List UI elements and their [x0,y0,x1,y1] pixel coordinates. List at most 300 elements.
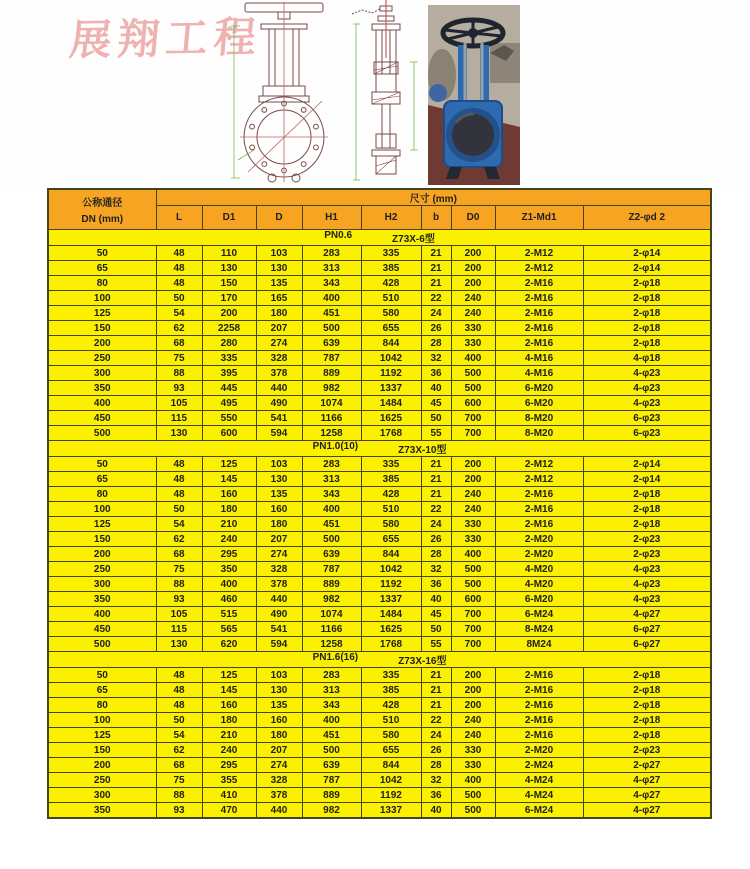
value-cell: 1192 [361,577,421,592]
value-cell: 4-φ27 [583,773,711,788]
value-cell: 2-M16 [495,683,583,698]
dn-cell: 300 [48,577,156,592]
value-cell: 600 [451,396,495,411]
value-cell: 2-φ18 [583,517,711,532]
value-cell: 500 [451,788,495,803]
value-cell: 1042 [361,562,421,577]
table-row [48,411,711,426]
value-cell: 495 [202,396,256,411]
value-cell: 655 [361,321,421,336]
value-cell: 240 [451,291,495,306]
value-cell: 6-M20 [495,396,583,411]
value-cell: 6-φ23 [583,411,711,426]
value-cell: 4-φ23 [583,562,711,577]
value-cell: 1768 [361,637,421,652]
dn-cell: 80 [48,698,156,713]
value-cell: 440 [256,803,302,819]
value-cell: 135 [256,487,302,502]
table-row [48,276,711,291]
value-cell: 2-M16 [495,306,583,321]
column-header-L: L [156,206,202,230]
section-pn-label: PN1.0(10) [312,441,359,452]
value-cell: 207 [256,743,302,758]
value-cell: 2-φ23 [583,532,711,547]
value-cell: 400 [451,773,495,788]
value-cell: 160 [202,698,256,713]
dn-cell: 250 [48,351,156,366]
section-model-label: Z73X-10型 [398,445,447,456]
size-header: 尺寸 (mm) [156,189,711,206]
value-cell: 21 [421,683,451,698]
value-cell: 2-φ18 [583,306,711,321]
column-header-H2: H2 [361,206,421,230]
value-cell: 639 [302,336,361,351]
value-cell: 180 [202,502,256,517]
value-cell: 21 [421,246,451,261]
value-cell: 125 [202,457,256,472]
value-cell: 45 [421,396,451,411]
value-cell: 1337 [361,381,421,396]
dn-cell: 150 [48,743,156,758]
table-row [48,457,711,472]
value-cell: 50 [156,502,202,517]
value-cell: 88 [156,577,202,592]
value-cell: 21 [421,457,451,472]
table-row [48,637,711,652]
value-cell: 50 [421,411,451,426]
value-cell: 400 [302,502,361,517]
dn-cell: 350 [48,803,156,819]
dn-cell: 200 [48,758,156,773]
value-cell: 4-φ23 [583,366,711,381]
value-cell: 428 [361,698,421,713]
value-cell: 54 [156,728,202,743]
value-cell: 160 [202,487,256,502]
value-cell: 8-M20 [495,411,583,426]
value-cell: 4-φ23 [583,381,711,396]
value-cell: 200 [451,472,495,487]
valve-dimension-table [47,188,712,819]
value-cell: 1192 [361,366,421,381]
table-row [48,788,711,803]
table-row [48,607,711,622]
value-cell: 1074 [302,396,361,411]
value-cell: 240 [451,306,495,321]
dn-cell: 400 [48,607,156,622]
value-cell: 6-M20 [495,381,583,396]
value-cell: 180 [256,728,302,743]
value-cell: 2-φ18 [583,728,711,743]
table-row [48,351,711,366]
dn-cell: 350 [48,381,156,396]
value-cell: 130 [202,261,256,276]
value-cell: 200 [451,683,495,698]
value-cell: 515 [202,607,256,622]
dn-cell: 80 [48,487,156,502]
value-cell: 135 [256,276,302,291]
table-row [48,381,711,396]
column-header-D0: D0 [451,206,495,230]
column-header-Z2-d-2: Z2-φd 2 [583,206,711,230]
value-cell: 889 [302,577,361,592]
value-cell: 844 [361,336,421,351]
dn-cell: 350 [48,592,156,607]
value-cell: 2-M12 [495,457,583,472]
table-row [48,668,711,683]
dn-cell: 300 [48,366,156,381]
value-cell: 400 [302,713,361,728]
value-cell: 32 [421,562,451,577]
value-cell: 125 [202,668,256,683]
dn-cell: 250 [48,773,156,788]
table-row [48,803,711,819]
value-cell: 328 [256,773,302,788]
value-cell: 600 [202,426,256,441]
table-row [48,577,711,592]
value-cell: 207 [256,532,302,547]
value-cell: 378 [256,788,302,803]
value-cell: 283 [302,668,361,683]
value-cell: 330 [451,336,495,351]
value-cell: 24 [421,517,451,532]
table-row [48,532,711,547]
value-cell: 145 [202,683,256,698]
value-cell: 26 [421,743,451,758]
value-cell: 385 [361,683,421,698]
value-cell: 460 [202,592,256,607]
value-cell: 283 [302,246,361,261]
value-cell: 4-M24 [495,773,583,788]
value-cell: 36 [421,577,451,592]
value-cell: 130 [256,472,302,487]
value-cell: 395 [202,366,256,381]
value-cell: 2-φ18 [583,276,711,291]
table-row [48,336,711,351]
dn-cell: 250 [48,562,156,577]
value-cell: 2-φ18 [583,683,711,698]
value-cell: 400 [451,351,495,366]
value-cell: 200 [202,306,256,321]
value-cell: 330 [451,743,495,758]
value-cell: 620 [202,637,256,652]
value-cell: 787 [302,351,361,366]
value-cell: 1337 [361,592,421,607]
value-cell: 200 [451,668,495,683]
value-cell: 1166 [302,411,361,426]
value-cell: 55 [421,426,451,441]
value-cell: 2-M20 [495,547,583,562]
value-cell: 490 [256,396,302,411]
value-cell: 45 [421,607,451,622]
value-cell: 2-M16 [495,713,583,728]
value-cell: 130 [156,426,202,441]
dn-cell: 450 [48,622,156,637]
value-cell: 2-φ27 [583,758,711,773]
value-cell: 2-M16 [495,487,583,502]
table-row [48,426,711,441]
dn-cell: 65 [48,261,156,276]
value-cell: 2-M16 [495,276,583,291]
value-cell: 200 [451,457,495,472]
value-cell: 103 [256,246,302,261]
value-cell: 510 [361,502,421,517]
table-row [48,517,711,532]
table-row [48,246,711,261]
value-cell: 1258 [302,637,361,652]
dn-cell: 125 [48,517,156,532]
value-cell: 130 [256,683,302,698]
value-cell: 68 [156,547,202,562]
dn-cell: 65 [48,683,156,698]
value-cell: 2-M16 [495,728,583,743]
dn-cell: 80 [48,276,156,291]
value-cell: 274 [256,336,302,351]
value-cell: 22 [421,291,451,306]
value-cell: 700 [451,622,495,637]
value-cell: 21 [421,261,451,276]
value-cell: 335 [361,668,421,683]
value-cell: 40 [421,381,451,396]
value-cell: 240 [202,743,256,758]
value-cell: 1484 [361,396,421,411]
value-cell: 50 [156,713,202,728]
dn-cell: 125 [48,728,156,743]
value-cell: 1192 [361,788,421,803]
dn-cell: 200 [48,336,156,351]
value-cell: 2-M12 [495,261,583,276]
value-cell: 165 [256,291,302,306]
value-cell: 328 [256,562,302,577]
value-cell: 500 [451,803,495,819]
value-cell: 982 [302,592,361,607]
value-cell: 594 [256,637,302,652]
value-cell: 313 [302,472,361,487]
value-cell: 130 [256,261,302,276]
dn-cell: 100 [48,291,156,306]
value-cell: 22 [421,502,451,517]
value-cell: 88 [156,788,202,803]
value-cell: 2-φ23 [583,547,711,562]
value-cell: 1042 [361,773,421,788]
value-cell: 4-M16 [495,351,583,366]
value-cell: 48 [156,472,202,487]
value-cell: 1337 [361,803,421,819]
section-header-cell [48,441,711,457]
column-header-Z1-Md1: Z1-Md1 [495,206,583,230]
value-cell: 655 [361,532,421,547]
value-cell: 500 [302,532,361,547]
value-cell: 207 [256,321,302,336]
value-cell: 1042 [361,351,421,366]
value-cell: 440 [256,592,302,607]
value-cell: 1074 [302,607,361,622]
column-header-H1: H1 [302,206,361,230]
dn-cell: 450 [48,411,156,426]
value-cell: 75 [156,562,202,577]
value-cell: 50 [421,622,451,637]
value-cell: 889 [302,366,361,381]
value-cell: 48 [156,261,202,276]
value-cell: 2-φ14 [583,246,711,261]
value-cell: 62 [156,321,202,336]
value-cell: 594 [256,426,302,441]
value-cell: 428 [361,487,421,502]
value-cell: 445 [202,381,256,396]
value-cell: 8-M24 [495,622,583,637]
value-cell: 2-φ14 [583,261,711,276]
table-row [48,291,711,306]
value-cell: 103 [256,457,302,472]
value-cell: 150 [202,276,256,291]
value-cell: 6-M24 [495,607,583,622]
value-cell: 50 [156,291,202,306]
dn-cell: 200 [48,547,156,562]
value-cell: 328 [256,351,302,366]
value-cell: 889 [302,788,361,803]
section-header-row [48,230,711,246]
header-graphics-area [0,0,750,188]
table-row [48,321,711,336]
dn-cell: 150 [48,321,156,336]
value-cell: 4-φ27 [583,607,711,622]
section-header-row [48,652,711,668]
value-cell: 48 [156,246,202,261]
value-cell: 6-φ27 [583,622,711,637]
value-cell: 26 [421,321,451,336]
value-cell: 4-φ23 [583,577,711,592]
value-cell: 62 [156,532,202,547]
value-cell: 48 [156,487,202,502]
value-cell: 4-φ18 [583,351,711,366]
value-cell: 541 [256,622,302,637]
value-cell: 2-M24 [495,758,583,773]
value-cell: 2-φ18 [583,291,711,306]
section-pn-label: PN1.6(16) [312,652,359,663]
value-cell: 2-φ18 [583,698,711,713]
value-cell: 280 [202,336,256,351]
value-cell: 4-φ23 [583,396,711,411]
section-model-label: Z73X-16型 [398,656,447,667]
value-cell: 428 [361,276,421,291]
value-cell: 2-φ14 [583,472,711,487]
value-cell: 330 [451,532,495,547]
dn-cell: 50 [48,457,156,472]
value-cell: 700 [451,411,495,426]
value-cell: 68 [156,758,202,773]
table-row [48,683,711,698]
value-cell: 600 [451,592,495,607]
value-cell: 115 [156,622,202,637]
value-cell: 470 [202,803,256,819]
value-cell: 510 [361,291,421,306]
value-cell: 330 [451,321,495,336]
table-row [48,261,711,276]
value-cell: 210 [202,517,256,532]
section-model-label: Z73X-6型 [392,234,435,245]
value-cell: 541 [256,411,302,426]
dn-cell: 500 [48,426,156,441]
value-cell: 32 [421,351,451,366]
dn-cell: 100 [48,713,156,728]
value-cell: 4-φ27 [583,803,711,819]
value-cell: 440 [256,381,302,396]
value-cell: 400 [302,291,361,306]
value-cell: 343 [302,487,361,502]
value-cell: 32 [421,773,451,788]
value-cell: 24 [421,306,451,321]
value-cell: 510 [361,713,421,728]
table-row [48,502,711,517]
value-cell: 2-M16 [495,336,583,351]
value-cell: 500 [451,562,495,577]
value-cell: 240 [451,728,495,743]
value-cell: 21 [421,698,451,713]
value-cell: 28 [421,336,451,351]
value-cell: 130 [156,637,202,652]
table-row [48,743,711,758]
value-cell: 580 [361,306,421,321]
value-cell: 330 [451,517,495,532]
value-cell: 2-M20 [495,532,583,547]
dn-cell: 150 [48,532,156,547]
dn-cell: 100 [48,502,156,517]
value-cell: 6-φ27 [583,637,711,652]
value-cell: 28 [421,547,451,562]
value-cell: 295 [202,547,256,562]
value-cell: 26 [421,532,451,547]
dn-cell: 65 [48,472,156,487]
value-cell: 2-φ14 [583,457,711,472]
section-pn-label: PN0.6 [324,230,353,241]
value-cell: 200 [451,246,495,261]
table-row [48,592,711,607]
value-cell: 2-φ18 [583,336,711,351]
value-cell: 982 [302,803,361,819]
value-cell: 240 [451,713,495,728]
value-cell: 2-φ18 [583,668,711,683]
value-cell: 68 [156,336,202,351]
value-cell: 8M24 [495,637,583,652]
value-cell: 115 [156,411,202,426]
value-cell: 580 [361,517,421,532]
value-cell: 451 [302,306,361,321]
value-cell: 2-M16 [495,698,583,713]
value-cell: 240 [451,487,495,502]
value-cell: 93 [156,803,202,819]
value-cell: 160 [256,713,302,728]
value-cell: 6-M24 [495,803,583,819]
value-cell: 500 [451,577,495,592]
dn-cell: 400 [48,396,156,411]
value-cell: 844 [361,758,421,773]
valve-side-view-drawing [348,0,424,186]
table-row [48,713,711,728]
value-cell: 180 [202,713,256,728]
value-cell: 313 [302,261,361,276]
value-cell: 500 [302,321,361,336]
value-cell: 1258 [302,426,361,441]
table-row [48,562,711,577]
table-row [48,698,711,713]
value-cell: 343 [302,698,361,713]
value-cell: 400 [451,547,495,562]
value-cell: 2-φ23 [583,743,711,758]
value-cell: 54 [156,517,202,532]
value-cell: 210 [202,728,256,743]
value-cell: 274 [256,758,302,773]
value-cell: 103 [256,668,302,683]
value-cell: 105 [156,607,202,622]
